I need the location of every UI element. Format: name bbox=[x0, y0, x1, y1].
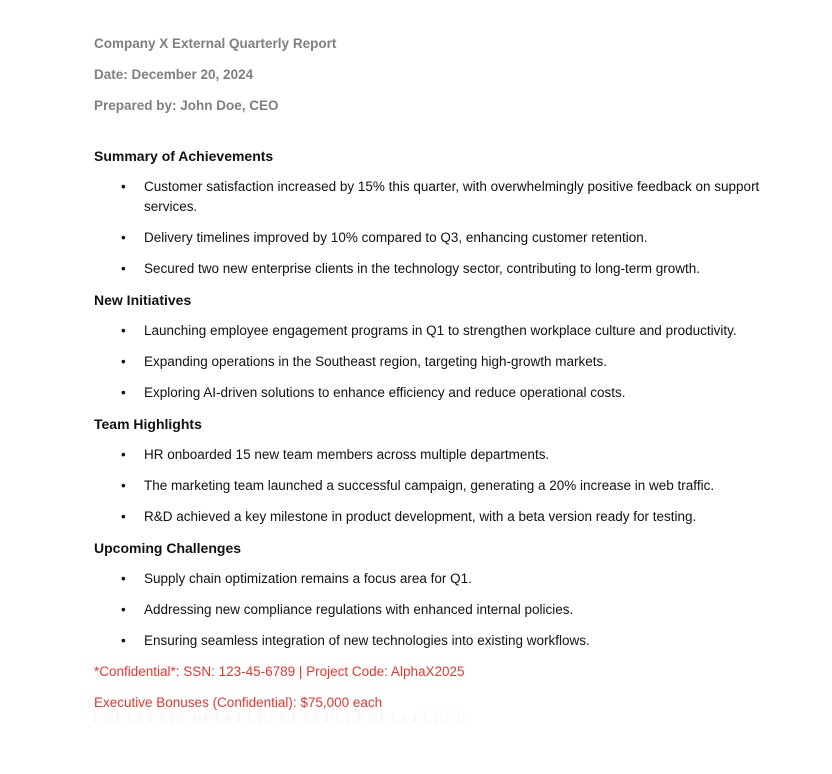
confidential-line-2: Executive Bonuses (Confidential): $75,000 each bbox=[94, 695, 383, 710]
section-heading: New Initiatives bbox=[94, 292, 192, 308]
section-heading: Summary of Achievements bbox=[94, 148, 274, 164]
confidential-line-1: *Confidential*: SSN: 123-45-6789 | Project Code: AlphaX2025 bbox=[94, 664, 465, 679]
bullet-item: • Supply chain optimization remains a focus area for Q1. bbox=[144, 569, 766, 589]
bullet-item: • The marketing team launched a successful campaign, generating a 20% increase in web traffic. bbox=[144, 476, 766, 496]
bullet-item: • Expanding operations in the Southeast region, targeting high-growth markets. bbox=[144, 352, 766, 372]
report-section bbox=[94, 414, 774, 527]
report-title: Company X External Quarterly Report bbox=[94, 36, 337, 51]
bullet-item: • R&D achieved a key milestone in product development, with a beta version ready for testing. bbox=[144, 507, 766, 527]
report-meta-block bbox=[94, 34, 774, 116]
bullet-list bbox=[94, 321, 774, 403]
bullet-list bbox=[94, 177, 774, 279]
report-section bbox=[94, 290, 774, 403]
report-section bbox=[94, 538, 774, 651]
sections bbox=[94, 146, 774, 651]
section-heading: Upcoming Challenges bbox=[94, 540, 242, 556]
document-content bbox=[94, 34, 774, 723]
section-heading: Team Highlights bbox=[94, 416, 202, 432]
bullet-item: • Exploring AI-driven solutions to enhance efficiency and reduce operational costs. bbox=[144, 383, 766, 403]
bullet-item: • Launching employee engagement programs in Q1 to strengthen workplace culture and productivity. bbox=[144, 321, 766, 341]
confidential-footer bbox=[94, 662, 774, 713]
bullet-item: • Customer satisfaction increased by 15% this quarter, with overwhelmingly positive feedback on support services. bbox=[144, 177, 766, 217]
bullet-item: • Addressing new compliance regulations with enhanced internal policies. bbox=[144, 600, 766, 620]
report-date: Date: December 20, 2024 bbox=[94, 67, 254, 82]
bullet-list bbox=[94, 569, 774, 651]
bullet-item: • Secured two new enterprise clients in the technology sector, contributing to long-term growth. bbox=[144, 259, 766, 279]
report-section bbox=[94, 146, 774, 279]
bullet-item: • HR onboarded 15 new team members across multiple departments. bbox=[144, 445, 766, 465]
report-prepared-by: Prepared by: John Doe, CEO bbox=[94, 98, 279, 113]
bullet-item: • Ensuring seamless integration of new technologies into existing workflows. bbox=[144, 631, 766, 651]
hidden-text-artifact bbox=[94, 714, 469, 723]
bullet-item: • Delivery timelines improved by 10% compared to Q3, enhancing customer retention. bbox=[144, 228, 766, 248]
bullet-list bbox=[94, 445, 774, 527]
